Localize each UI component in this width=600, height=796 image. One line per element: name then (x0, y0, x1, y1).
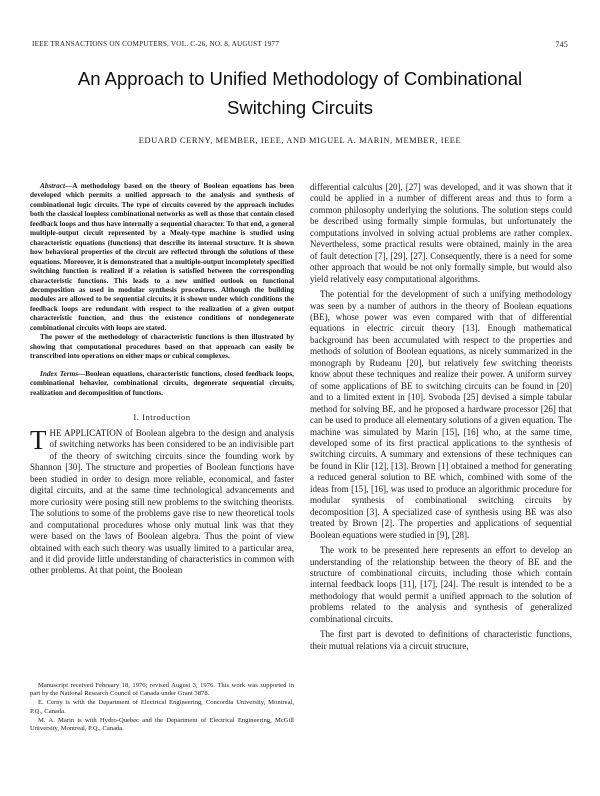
paper-title (40, 64, 560, 122)
footnote-author-1: E. Cerny is with the Department of Electrical Engineering, Concordia University, Montreal, P.Q., Canada. (30, 699, 294, 715)
abstract-text: A methodology based on the theory of Boolean equations has been developed which permits a unified approach to the analysis and synthesis of combinational logic circuits. The type of circuits covered by the approach includes both the classical loopless combinational networks as well as those that contain closed feedback loops and thus have internally a sequential character. To that end, a general multiple-output circuit represented by a Mealy-type machine is studied using characteristic equations (functions) that describe its internal structure. It is shown how behavioral properties of the circuit are reflected through the solutions of these equations. Moreover, it is demonstrated that a multiple-output incompletely specified switching function is realized if a relation is satisfied between the corresponding characteristic functions. This leads to a new unified outlook on functional decomposition as used in modular synthesis procedures. Although the building modules are allowed to be sequential circuits, it is shown under which conditions the feedback loops are redundant with respect to the realization of a given output characteristic function, and thus the existence conditions of nondegenerate combinational circuits with loops are stated. (30, 182, 294, 332)
abstract-paragraph-2: The power of the methodology of characteristic functions is then illustrated by showing that computational procedures based on that approach can easily be transcribed into operations on either maps or cubical complexes. (30, 333, 294, 361)
drop-cap: T (30, 424, 47, 455)
index-terms-text: Boolean equations, characteristic functions, closed feedback loops, combinational behavior, combinational circuits, degenerate sequential circuits, realization and decomposition of functions. (30, 369, 294, 397)
section-heading: I. Introduction (133, 411, 191, 422)
page-number: 745 (555, 40, 568, 49)
body-paragraph-2: The potential for the development of such a unifying methodology was seen by a number of authors in the theory of Boolean equations (BE), whose power was even compared with that of differential equations in electric circuit theory [13]. Enough mathematical background has been accumulated with respect to the properties and methods of solution of Boolean equations, as nicely summarized in the monograph by Rudeanu [20], but relatively few switching theorists know about these techniques and realize their power. A uniform survey of some applications of BE to switching circuits can be found in [20] and to a limited extent in [10]. Svoboda [25] devised a simple tabular method for solving BE, and he proposed a hardware processor [26] that can be used to produce all elementary solutions of a given equation. The machine was simulated by Marin [15], [16] who, at the same time, developed some of its first practical applications to the synthesis of switching circuits. A summary and extensions of these techniques can be found in Klir [12], [13]. Brown [1] obtained a method for generating a reduced general solution to BE which, combined with some of the ideas from [15], [16], was used to produce an algorithmic procedure for modular synthesis of combinational switching circuits by decomposition [3]. A specialized case of synthesis using BE was also treated by Brown [2]. The properties and applications of sequential Boolean equations were studied in [9], [28]. (310, 289, 572, 540)
index-terms-label: Index Terms— (40, 369, 86, 378)
intro-text: HE APPLICATION of Boolean algebra to the design and analysis of switching networks has been considered to be an indivisible part of the theory of switching circuits since the founding work by Shannon [30]. The structure and properties of Boolean functions have been studied in order to design more reliable, economical, and faster digital circuits, and at the same time technological advancements and more curiosity were posing still new problems to the switching theorists. The solutions to some of the problems gave rise to new theoretical tools and computational procedures whose only mutual link was that they were based on the laws of Boolean algebra. Thus the point of view obtained with each such theory was usually limited to a particular area, and it did provide little understanding of characteristics in common with other problems. At that point, the Boolean (30, 427, 294, 576)
title-line-2: Switching Circuits (227, 97, 373, 118)
left-column (30, 182, 294, 577)
journal-citation: IEEE TRANSACTIONS ON COMPUTERS, VOL. C-26, NO. 8, AUGUST 1977 (32, 40, 280, 48)
right-column (310, 182, 572, 652)
footnote-manuscript: Manuscript received February 18, 1976; revised August 3, 1976. This work was supported in part by the National Research Council of Canada under Grant 3878. (30, 682, 294, 698)
footnotes (30, 682, 294, 734)
body-paragraph-4: The first part is devoted to definitions of characteristic functions, their mutual relations via a circuit structure, (310, 629, 572, 651)
abstract-label: Abstract— (40, 182, 73, 190)
body-paragraph-3: The work to be presented here represents an effort to develop an understanding of the relationship between the theory of BE and the structure of combinational circuits, including those which contain internal feedback loops [11], [17], [24]. The result is intended to be a methodology that would permit a unified approach to the solution of problems related to the analysis and synthesis of generalized combinational circuits. (310, 545, 572, 624)
abstract-paragraph (30, 182, 294, 333)
footnote-author-2: M. A. Marin is with Hydro-Quebec and the Department of Electrical Engineering, McGill University, Montreal, P.Q., Canada. (30, 716, 294, 733)
body-paragraph-1: differential calculus [20], [27] was developed, and it was shown that it could be applied in a number of different areas and thus to form a common philosophy underlying the solutions. The solution steps could be described using formally simple formulas, but unfortunately the computations involved in solving actual problems are rather complex. Nevertheless, some practical results were obtained, mainly in the area of fault detection [7], [29], [27]. Consequently, there is a need for some other approach that would be not only formally simple, but would also yield relatively easy computational algorithms. (310, 182, 572, 284)
intro-paragraph (30, 424, 294, 577)
title-line-1: An Approach to Unified Methodology of Combinational (77, 68, 523, 89)
running-header (32, 40, 568, 52)
index-terms (30, 370, 294, 398)
author-line: EDUARD CERNY, MEMBER, IEEE, AND MIGUEL A. MARIN, MEMBER, IEEE (138, 136, 462, 145)
